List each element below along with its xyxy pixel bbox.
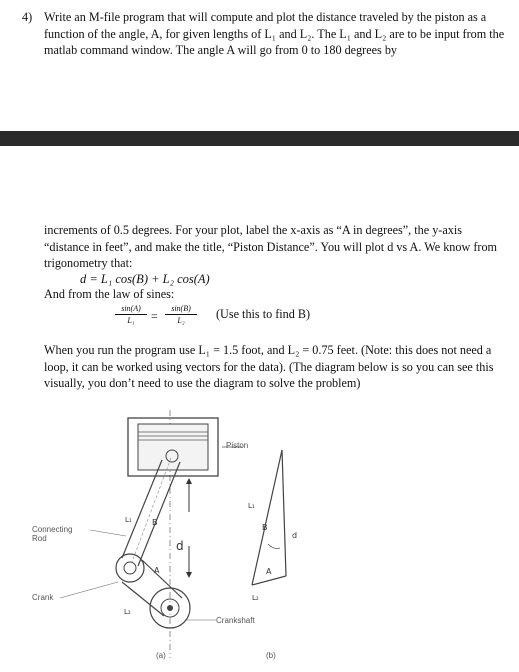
fraction-left-denominator: L₁ — [127, 316, 135, 325]
crank-l2-label: L₂ — [124, 608, 131, 616]
piston-diagram — [30, 400, 320, 670]
crankshaft-label: Crankshaft — [216, 616, 255, 625]
b-angle-b-label: B — [262, 523, 268, 532]
law-of-sines-label: And from the law of sines: — [44, 287, 175, 301]
continuation-text: increments of 0.5 degrees. For your plot, label the x-axis as “A in degrees”, the y-axis “distance in feet”, and make the title, “Piston Distance”. You will plot d vs A. We know from trigonometry that: — [44, 223, 498, 270]
page-divider — [0, 131, 519, 146]
connecting-rod-label: Connecting Rod — [32, 525, 73, 543]
piston-body — [138, 424, 208, 470]
b-l2-label: L₂ — [252, 594, 259, 602]
distance-d-label: d — [176, 539, 184, 553]
b-d-label: d — [292, 531, 298, 540]
distance-equation: d = L₁ cos(B) + L₂ cos(A) — [80, 272, 210, 286]
crank-pin — [116, 554, 144, 582]
fraction-right-numerator: sin(B) — [165, 303, 197, 315]
question-text: Write an M-file program that will compute and plot the distance traveled by the piston as a function of the angle, A, for given lengths of L₁ and L₂. The L₁ and L₂ are to be input from the matlab command window. The angle A will go from 0 to 180 degrees by — [44, 10, 505, 57]
b-angle-a-label: A — [266, 567, 272, 576]
b-l1-label: L₁ — [248, 502, 255, 510]
rod-l1-label: L₁ — [125, 516, 132, 524]
equals-sign: = — [151, 309, 158, 323]
vector-d — [282, 450, 286, 576]
fraction-right-denominator: L₂ — [177, 316, 185, 325]
fraction-right — [165, 303, 197, 326]
run-instructions: When you run the program use L₁ = 1.5 foot, and L₂ = 0.75 feet. (Note: this does not need a loop, it can be worked using vectors for the data). (The diagram below is so you can see this visually, you don’t need to use the diagram to solve the problem) — [44, 343, 494, 390]
vector-l1-l2 — [252, 450, 282, 585]
caption-a: (a) — [156, 651, 166, 660]
use-note: (Use this to find B) — [216, 307, 311, 321]
crank-label: Crank — [32, 593, 54, 602]
piston-label: Piston — [226, 441, 249, 450]
caption-b: (b) — [266, 651, 276, 660]
fraction-left-numerator: sin(A) — [115, 303, 147, 315]
angle-b-label: B — [152, 518, 158, 527]
fraction-left — [115, 303, 147, 326]
question-number: 4) — [22, 10, 33, 24]
angle-a-label: A — [154, 566, 160, 575]
